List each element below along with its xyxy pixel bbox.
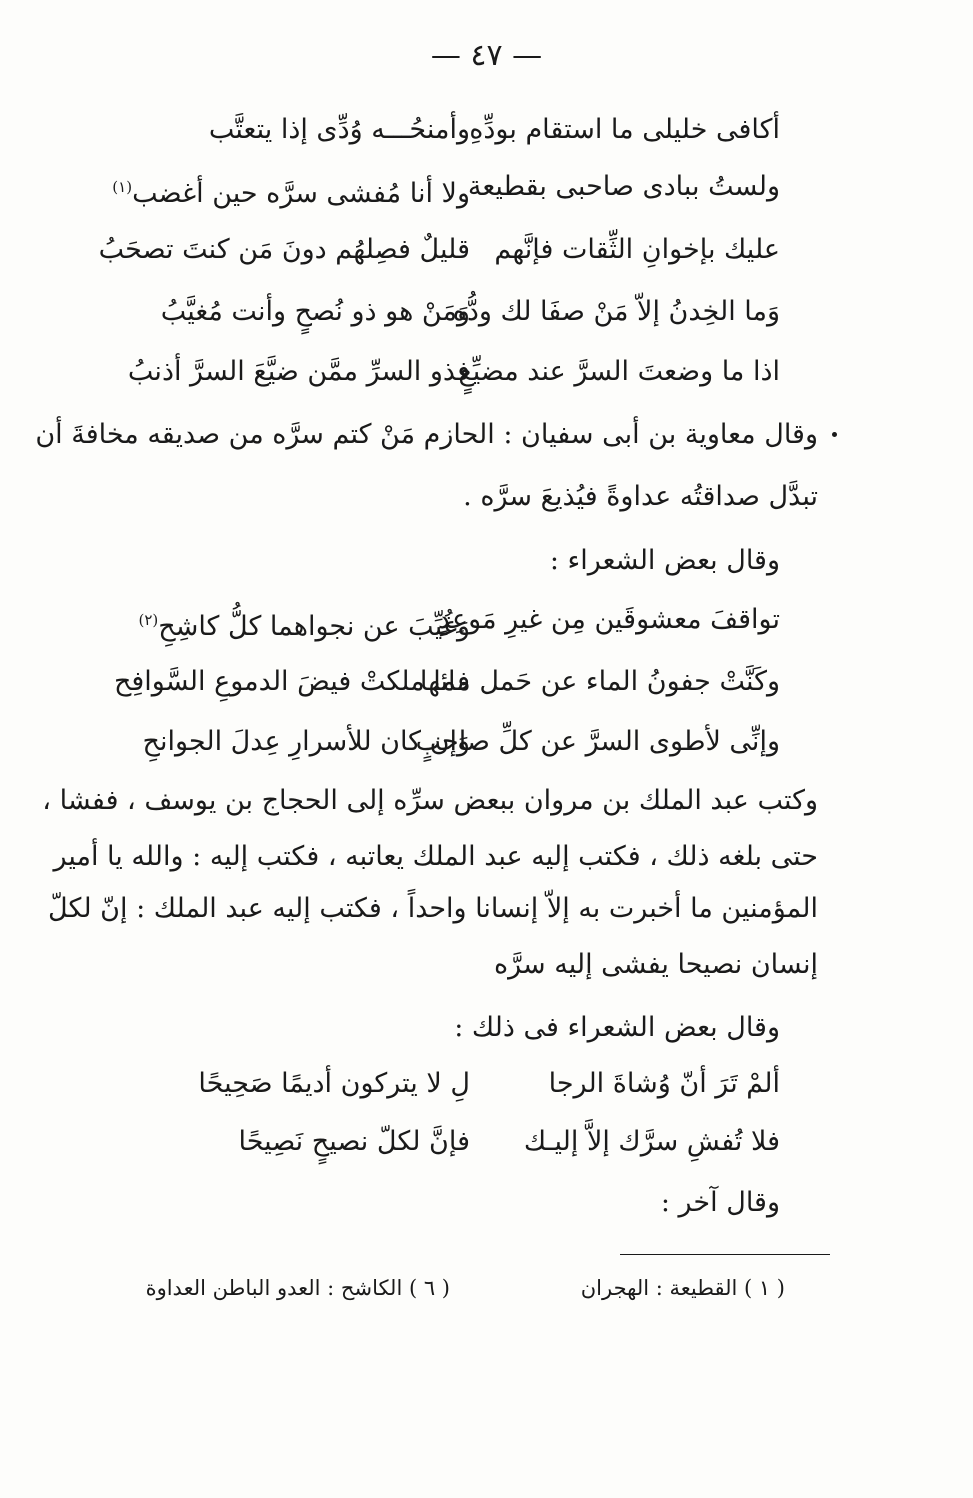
- verse-second-hemistich: وَإن كان للأسرارِ عِدلَ الجوانحِ: [142, 726, 470, 757]
- verse-second-hemistich: وأمنحُـــه وُدِّى إذا يتعتَّب: [208, 114, 470, 145]
- verse-first-hemistich: وكَنَّتْ جفونُ الماء عن حَمل مائها: [419, 666, 780, 697]
- verse-row: [112, 165, 780, 209]
- section-intro: وقال بعض الشعراء فى ذلك :: [454, 1012, 780, 1043]
- verse-row: [127, 350, 780, 394]
- verse-first-hemistich: تواقفَ معشوقَين مِن غيرِ مَوعِدٍ: [437, 604, 780, 635]
- section-intro: وقال آخر :: [660, 1187, 780, 1218]
- verse-row: [130, 1062, 780, 1106]
- footnote-rule: [620, 1254, 830, 1255]
- verse-second-hemistich: [130, 598, 470, 649]
- footnote-marker: (٢): [138, 611, 159, 629]
- paragraph-line: وقال معاوية بن أبى سفيان : الحازم مَنْ كتم سرَّه من صديقه مخافةَ أن: [35, 419, 818, 450]
- verse-first-hemistich: فلا تُفشِ سرَّك إلاَّ إليـك: [523, 1126, 780, 1157]
- page-number: — ٤٧ —: [430, 38, 543, 73]
- verse-second-hemistich: فإنَّ لكلّ نصيحٍ نَصِيحًا: [238, 1126, 470, 1157]
- verse-first-hemistich: ولستُ ببادى صاحبى بقطيعة: [467, 171, 780, 202]
- paragraph-line: حتى بلغه ذلك ، فكتب إليه عبد الملك يعاتبه ، فكتب إليه : والله يا أمير: [53, 841, 818, 872]
- verse-row: [130, 720, 780, 764]
- verse-first-hemistich: ألمْ تَرَ أنّ وُشاةَ الرجا: [548, 1068, 780, 1099]
- verse-second-hemistich: قليلٌ فصِلهُم دونَ مَن كنتَ تصحَبُ: [98, 234, 470, 265]
- verse-row: [130, 598, 780, 642]
- verse-second-hemistich: [112, 165, 470, 216]
- verse-row: [113, 660, 780, 704]
- verse-first-hemistich: وَما الخِدنُ إلاّ مَنْ صفَا لك ودُّه: [452, 296, 780, 327]
- paragraph-line: إنسان نصيحا يفشى إليه سرَّه: [494, 949, 818, 980]
- verse-text: ولا أنا مُفشى سرَّه حين أغضب: [132, 178, 470, 209]
- verse-first-hemistich: عليك بإخوانِ الثِّقات فإنَّهم: [494, 234, 780, 265]
- footnote: ( ٦ ) الكاشح : العدو الباطن العداوة: [145, 1276, 450, 1300]
- paragraph-line: تبدَّل صداقتُه عداوةً فيُذيعَ سرَّه .: [463, 481, 818, 512]
- paragraph-line: وكتب عبد الملك بن مروان ببعض سرِّه إلى الحجاج بن يوسف ، ففشا ،: [42, 785, 818, 816]
- footnote-marker: (١): [112, 178, 133, 196]
- verse-second-hemistich: فما ملكتْ فيضَ الدموعِ السَّوافِح: [113, 666, 470, 697]
- verse-row: [98, 228, 780, 272]
- section-intro: وقال بعض الشعراء :: [549, 545, 780, 576]
- verse-row: [130, 1120, 780, 1164]
- verse-row: [130, 108, 780, 152]
- verse-first-hemistich: أكافى خليلى ما استقام بودِّهِ: [469, 114, 780, 145]
- verse-first-hemistich: اذا ما وضعتَ السرَّ عند مضيِّعٍ: [458, 356, 780, 387]
- verse-row: [130, 290, 780, 334]
- margin-dot: [832, 432, 837, 437]
- verse-second-hemistich: وَمَنْ هو ذو نُصحٍ وأنت مُغيَّبُ: [160, 296, 470, 327]
- verse-second-hemistich: فذو السرِّ ممَّن ضيَّعَ السرَّ أذنبُ: [127, 356, 470, 387]
- verse-text: وَغُيِّبَ عن نجواهما كلُّ كاشِحِ: [158, 611, 470, 642]
- footnote: ( ١ ) القطيعة : الهجران: [580, 1276, 785, 1300]
- verse-second-hemistich: لِ لا يتركون أديمًا صَحِيحًا: [198, 1068, 470, 1099]
- verse-first-hemistich: وإنِّى لأطوى السرَّ عن كلِّ صاحبٍ: [415, 726, 780, 757]
- paragraph-line: المؤمنين ما أخبرت به إلاّ إنسانا واحداً ، فكتب إليه عبد الملك : إنّ لكلّ: [48, 893, 818, 924]
